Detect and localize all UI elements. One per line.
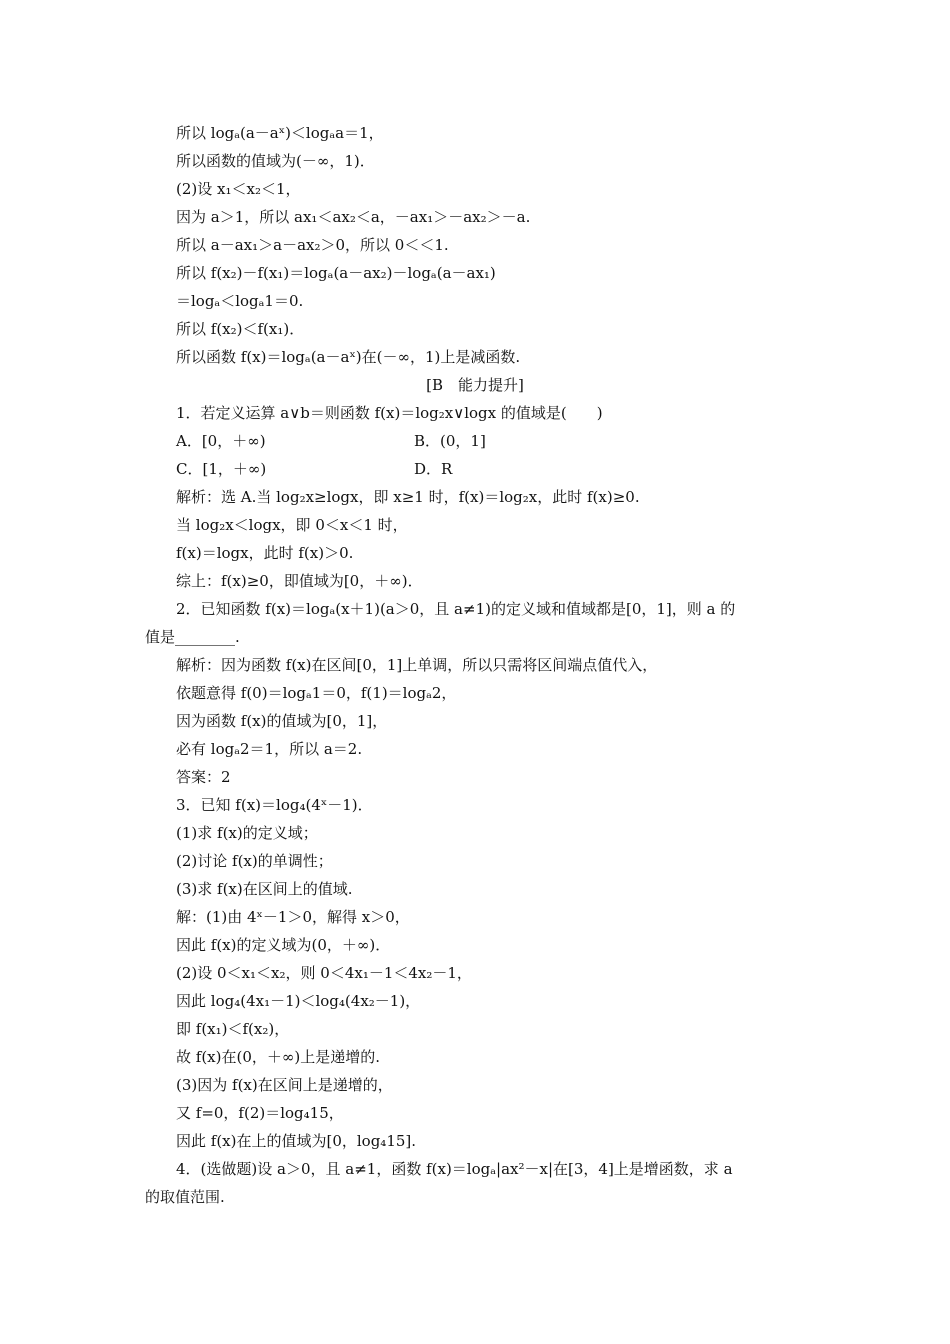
solution-line: (2)设 0＜x₁＜x₂，则 0＜4x₁－1＜4x₂－1， bbox=[176, 964, 472, 982]
solution-line: 故 f(x)在(0，＋∞)上是递增的. bbox=[176, 1048, 380, 1066]
solution-line: 又 f=0，f(2)＝log₄15， bbox=[176, 1104, 344, 1122]
question-4-stem: 4．(选做题)设 a＞0，且 a≠1，函数 f(x)＝logₐ|ax²－x|在[3，4]上是增函数，求 a bbox=[176, 1160, 733, 1178]
solution-line: 因此 f(x)的定义域为(0，＋∞)． bbox=[176, 936, 391, 954]
solution-line: 当 log₂x＜logx，即 0＜x＜1 时， bbox=[176, 516, 408, 534]
solution-line: 因为函数 f(x)的值域为[0，1]， bbox=[176, 712, 388, 730]
question-4-stem-cont: 的取值范围. bbox=[145, 1188, 225, 1206]
text-line: 所以 a－ax₁＞a－ax₂＞0，所以 0＜＜1. bbox=[176, 236, 449, 254]
solution-line: 解析：因为函数 f(x)在区间[0，1]上单调，所以只需将区间端点值代入， bbox=[176, 656, 658, 674]
text-line: 所以 f(x₂)＜f(x₁)． bbox=[176, 320, 305, 338]
solution-line: 即 f(x₁)＜f(x₂)， bbox=[176, 1020, 290, 1038]
question-1-stem: 1．若定义运算 a∨b＝则函数 f(x)＝log₂x∨logx 的值域是( ) bbox=[176, 404, 603, 422]
question-part: (1)求 f(x)的定义域； bbox=[176, 824, 318, 842]
option-c: C．[1，＋∞) bbox=[176, 460, 267, 478]
answer-line: 答案：2 bbox=[176, 768, 231, 786]
question-2-stem: 2．已知函数 f(x)＝logₐ(x＋1)(a＞0，且 a≠1)的定义域和值域都是[0，1]，则 a 的 bbox=[176, 600, 736, 618]
solution-line: 必有 logₐ2＝1，所以 a＝2. bbox=[176, 740, 363, 758]
text-line: 所以函数的值域为(－∞，1)． bbox=[176, 152, 375, 170]
question-2-stem-cont: 值是________. bbox=[145, 628, 240, 646]
text-line: 因为 a＞1，所以 ax₁＜ax₂＜a，－ax₁＞－ax₂＞－a. bbox=[176, 208, 531, 226]
question-part: (2)讨论 f(x)的单调性； bbox=[176, 852, 333, 870]
solution-line: (3)因为 f(x)在区间上是递增的， bbox=[176, 1076, 393, 1094]
text-line: 所以 logₐ(a－aˣ)＜logₐa＝1， bbox=[176, 124, 384, 142]
solution-line: 解：(1)由 4ˣ－1＞0，解得 x＞0， bbox=[176, 908, 410, 926]
text-line: 所以 f(x₂)－f(x₁)＝logₐ(a－ax₂)－logₐ(a－ax₁) bbox=[176, 264, 496, 282]
solution-line: 因此 log₄(4x₁－1)＜log₄(4x₂－1)， bbox=[176, 992, 421, 1010]
section-title: [B 能力提升] bbox=[426, 376, 524, 394]
solution-line: 综上：f(x)≥0，即值域为[0，＋∞)． bbox=[176, 572, 423, 590]
solution-line: 解析：选 A.当 log₂x≥logx，即 x≥1 时，f(x)＝log₂x，此时 f(x)≥0. bbox=[176, 488, 640, 506]
option-d: D．R bbox=[414, 460, 453, 478]
solution-line: f(x)＝logx，此时 f(x)＞0. bbox=[176, 544, 354, 562]
text-line: 所以函数 f(x)＝logₐ(a－aˣ)在(－∞，1)上是减函数. bbox=[176, 348, 521, 366]
text-line: (2)设 x₁＜x₂＜1， bbox=[176, 180, 301, 198]
text-line: ＝logₐ＜logₐ1＝0. bbox=[176, 292, 304, 310]
option-b: B．(0，1] bbox=[414, 432, 486, 450]
solution-line: 依题意得 f(0)＝logₐ1＝0，f(1)＝logₐ2， bbox=[176, 684, 457, 702]
option-a: A．[0，＋∞) bbox=[176, 432, 266, 450]
question-part: (3)求 f(x)在区间上的值域. bbox=[176, 880, 353, 898]
question-3-stem: 3．已知 f(x)＝log₄(4ˣ－1)． bbox=[176, 796, 373, 814]
solution-line: 因此 f(x)在上的值域为[0，log₄15]. bbox=[176, 1132, 417, 1150]
